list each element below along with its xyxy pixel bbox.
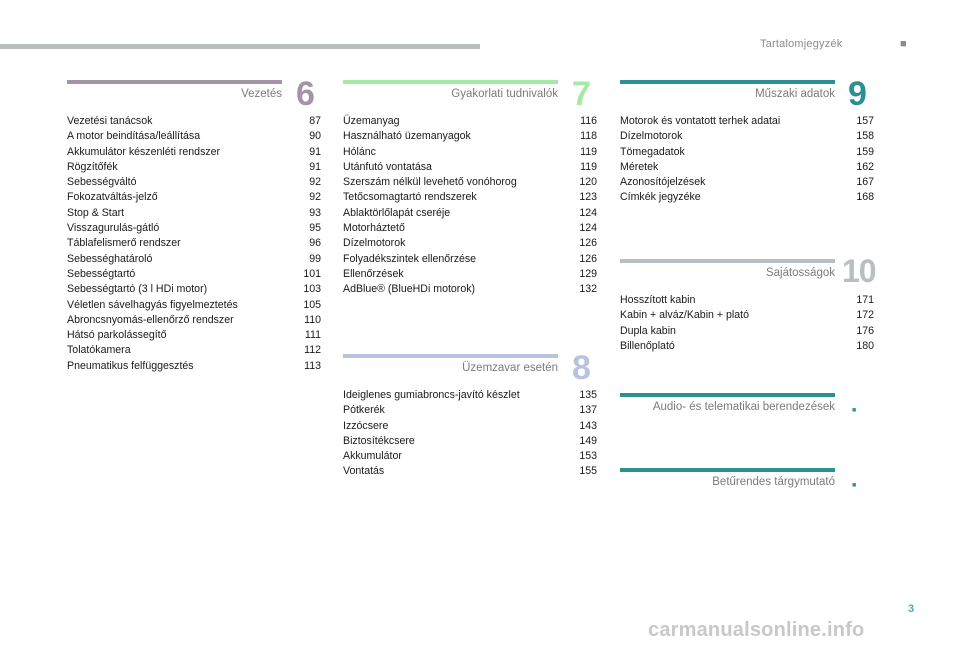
toc-entry[interactable] — [343, 403, 597, 418]
toc-entry-page: 126 — [579, 252, 597, 265]
toc-entry-page: 91 — [309, 160, 321, 173]
toc-entry-label: Használható üzemanyagok — [343, 130, 471, 143]
page-number: 3 — [908, 603, 915, 615]
toc-entry-label: Motorok és vontatott terhek adatai — [620, 115, 781, 127]
toc-entry[interactable] — [343, 160, 597, 175]
toc-entry-page: 92 — [309, 191, 321, 204]
section-title: Üzemzavar esetén — [462, 362, 558, 374]
toc-entry-label: Kabin + alváz/Kabin + plató — [620, 309, 749, 322]
section-number: 10 — [842, 253, 876, 289]
toc-entry-page: 176 — [856, 324, 874, 337]
toc-entry[interactable] — [343, 206, 597, 221]
toc-list — [67, 114, 321, 374]
toc-entry[interactable] — [67, 175, 321, 190]
toc-entry-label: Rögzítőfék — [67, 160, 118, 173]
toc-entry[interactable] — [67, 328, 321, 343]
toc-entry-label: Izzócsere — [343, 419, 389, 432]
running-title: Tartalomjegyzék — [760, 38, 843, 50]
section-bar — [343, 80, 558, 84]
toc-entry[interactable] — [67, 313, 321, 328]
toc-entry[interactable] — [67, 267, 321, 282]
toc-entry-page: 90 — [309, 130, 321, 143]
toc-entry-label: Abroncsnyomás-ellenőrző rendszer — [67, 313, 234, 326]
toc-entry[interactable] — [343, 175, 597, 190]
section-bar — [620, 468, 835, 472]
toc-entry-label: A motor beindítása/leállítása — [67, 130, 201, 143]
toc-entry-page: 91 — [309, 145, 321, 158]
toc-entry[interactable] — [343, 129, 597, 144]
toc-entry-label: Sebességtartó — [67, 267, 136, 280]
section-title: Gyakorlati tudnivalók — [451, 88, 558, 100]
toc-entry-label: Visszagurulás-gátló — [67, 222, 160, 235]
toc-entry[interactable] — [67, 282, 321, 297]
section-number: 7 — [572, 75, 591, 113]
toc-entry-page: 123 — [579, 191, 597, 204]
toc-entry-page: 111 — [304, 329, 321, 342]
toc-entry[interactable] — [67, 190, 321, 205]
toc-entry-page: 172 — [856, 309, 874, 322]
toc-entry-label: Táblafelismerő rendszer — [67, 237, 181, 250]
toc-entry-label: Utánfutó vontatása — [343, 160, 432, 173]
toc-entry[interactable] — [67, 359, 321, 374]
toc-entry-page: 120 — [579, 176, 597, 189]
section-bar — [620, 393, 835, 397]
toc-entry-label: Azonosítójelzések — [620, 176, 706, 189]
toc-entry-page: 118 — [580, 130, 597, 143]
toc-entry-page: 93 — [309, 206, 321, 219]
toc-entry-label: AdBlue® (BlueHDi motorok) — [343, 283, 476, 296]
toc-entry[interactable] — [620, 308, 874, 323]
toc-entry-page: 101 — [303, 267, 321, 280]
toc-entry-label: Tetőcsomagtartó rendszerek — [343, 191, 477, 204]
toc-entry-label: Tolatókamera — [67, 344, 131, 357]
toc-entry[interactable] — [620, 145, 874, 160]
toc-entry[interactable] — [343, 449, 597, 464]
toc-entry[interactable] — [67, 298, 321, 313]
toc-list — [343, 114, 597, 298]
toc-entry-label: Akkumulátor — [343, 450, 402, 463]
toc-entry-page: 135 — [579, 389, 597, 401]
section-title: Audio- és telematikai berendezések — [652, 401, 835, 413]
toc-entry-page: 126 — [579, 237, 597, 250]
toc-entry[interactable] — [343, 114, 597, 129]
toc-entry[interactable] — [343, 236, 597, 251]
toc-entry-page: 167 — [856, 176, 874, 189]
section-bar — [343, 354, 558, 358]
toc-entry[interactable] — [620, 339, 874, 354]
toc-entry-label: Tömegadatok — [620, 145, 685, 158]
toc-entry-label: Dízelmotorok — [620, 130, 683, 143]
toc-entry[interactable] — [67, 343, 321, 358]
toc-entry[interactable] — [620, 190, 874, 205]
toc-entry-page: 137 — [579, 404, 597, 417]
toc-entry[interactable] — [343, 464, 597, 479]
toc-entry[interactable] — [620, 160, 874, 175]
section-marker: ■ — [852, 407, 857, 414]
section-number: 8 — [572, 349, 591, 387]
toc-entry-label: Dízelmotorok — [343, 237, 406, 250]
section-bar — [67, 80, 282, 84]
toc-entry-label: Motorháztető — [343, 222, 405, 235]
toc-entry-label: Sebességhatároló — [67, 252, 153, 265]
toc-entry[interactable] — [620, 129, 874, 144]
toc-entry-page: 105 — [303, 298, 321, 311]
toc-entry-page: 119 — [580, 160, 597, 173]
toc-entry-label: Dupla kabin — [620, 324, 676, 337]
toc-entry-label: Pótkerék — [343, 404, 385, 417]
toc-entry[interactable] — [620, 324, 874, 339]
toc-list — [620, 293, 874, 354]
section-bar — [620, 80, 835, 84]
toc-entry[interactable] — [620, 175, 874, 190]
toc-entry-label: Akkumulátor készenléti rendszer — [67, 145, 221, 158]
toc-entry[interactable] — [343, 221, 597, 236]
toc-entry-label: Biztosítékcsere — [343, 434, 415, 447]
toc-entry-label: Sebességtartó (3 l HDi motor) — [67, 283, 208, 296]
toc-entry-label: Vezetési tanácsok — [67, 115, 153, 127]
toc-entry-label: Szerszám nélkül levehető vonóhorog — [343, 176, 517, 189]
toc-entry-page: 103 — [303, 283, 321, 296]
toc-entry-label: Ablaktörlőlapát cseréje — [343, 206, 451, 219]
toc-entry-page: 99 — [309, 252, 321, 265]
toc-entry-page: 112 — [304, 344, 321, 357]
toc-entry[interactable] — [343, 434, 597, 449]
section-title: Sajátosságok — [765, 267, 835, 279]
toc-entry[interactable] — [343, 282, 597, 297]
toc-entry[interactable] — [67, 114, 321, 129]
top-decor-bar — [0, 44, 480, 49]
toc-entry-page: 119 — [580, 145, 597, 158]
running-title-marker: ■ — [900, 38, 907, 50]
toc-entry[interactable] — [343, 388, 597, 403]
toc-entry-page: 158 — [856, 130, 874, 143]
toc-entry-label: Ideiglenes gumiabroncs-javító készlet — [343, 389, 520, 401]
toc-entry-label: Hosszított kabin — [620, 294, 696, 306]
toc-entry-label: Hátsó parkolássegítő — [67, 329, 167, 342]
section-number: 6 — [296, 75, 315, 113]
toc-entry-page: 157 — [856, 115, 874, 127]
toc-entry-label: Stop & Start — [67, 206, 125, 219]
toc-entry-page: 159 — [856, 145, 874, 158]
toc-entry[interactable] — [343, 145, 597, 160]
toc-entry-page: 162 — [856, 160, 874, 173]
toc-entry-page: 92 — [309, 176, 321, 189]
toc-entry[interactable] — [343, 190, 597, 205]
toc-entry-label: Méretek — [620, 160, 659, 173]
section-title: Betűrendes tárgymutató — [712, 476, 835, 488]
toc-entry[interactable] — [67, 221, 321, 236]
section-number: 9 — [848, 75, 867, 113]
toc-entry-label: Üzemanyag — [343, 115, 400, 127]
toc-entry-page: 124 — [579, 222, 597, 235]
toc-entry[interactable] — [343, 252, 597, 267]
toc-entry-page: 87 — [309, 115, 321, 127]
toc-entry-page: 116 — [580, 115, 597, 127]
toc-entry[interactable] — [67, 206, 321, 221]
toc-entry-page: 96 — [309, 237, 321, 250]
toc-entry[interactable] — [67, 129, 321, 144]
toc-entry[interactable] — [67, 160, 321, 175]
toc-entry-label: Ellenőrzések — [343, 267, 404, 280]
toc-entry-label: Véletlen sávelhagyás figyelmeztetés — [67, 298, 238, 311]
section-title: Műszaki adatok — [755, 88, 835, 100]
toc-entry[interactable] — [620, 293, 874, 308]
toc-entry-page: 129 — [579, 267, 597, 280]
toc-entry-label: Címkék jegyzéke — [620, 191, 701, 204]
toc-entry[interactable] — [67, 236, 321, 251]
toc-entry-page: 168 — [856, 191, 874, 204]
toc-entry[interactable] — [67, 252, 321, 267]
toc-list — [620, 114, 874, 206]
toc-entry-label: Sebességváltó — [67, 176, 137, 189]
toc-entry-page: 113 — [304, 359, 321, 372]
toc-entry-label: Hólánc — [343, 145, 376, 158]
toc-entry-page: 124 — [579, 206, 597, 219]
toc-entry-page: 132 — [579, 283, 597, 296]
toc-entry-page: 149 — [579, 434, 597, 447]
watermark: carmanualsonline.info — [648, 619, 865, 641]
toc-entry[interactable] — [620, 114, 874, 129]
toc-entry-page: 155 — [579, 465, 597, 478]
toc-entry-page: 110 — [304, 313, 321, 326]
toc-entry[interactable] — [343, 267, 597, 282]
toc-entry-label: Pneumatikus felfüggesztés — [67, 359, 194, 372]
toc-entry-page: 153 — [579, 450, 597, 463]
toc-entry-page: 180 — [856, 339, 874, 352]
section-bar — [620, 259, 835, 263]
toc-entry-page: 171 — [856, 294, 874, 306]
toc-entry-label: Vontatás — [343, 465, 385, 478]
toc-entry-page: 95 — [309, 222, 321, 235]
toc-entry-label: Billenőplató — [620, 339, 675, 352]
section-marker: ■ — [852, 482, 857, 489]
section-title: Vezetés — [241, 88, 282, 100]
toc-entry[interactable] — [343, 419, 597, 434]
toc-entry-page: 143 — [579, 419, 597, 432]
toc-entry[interactable] — [67, 145, 321, 160]
toc-list — [343, 388, 597, 480]
toc-entry-label: Folyadékszintek ellenőrzése — [343, 252, 477, 265]
toc-entry-label: Fokozatváltás-jelző — [67, 191, 158, 204]
